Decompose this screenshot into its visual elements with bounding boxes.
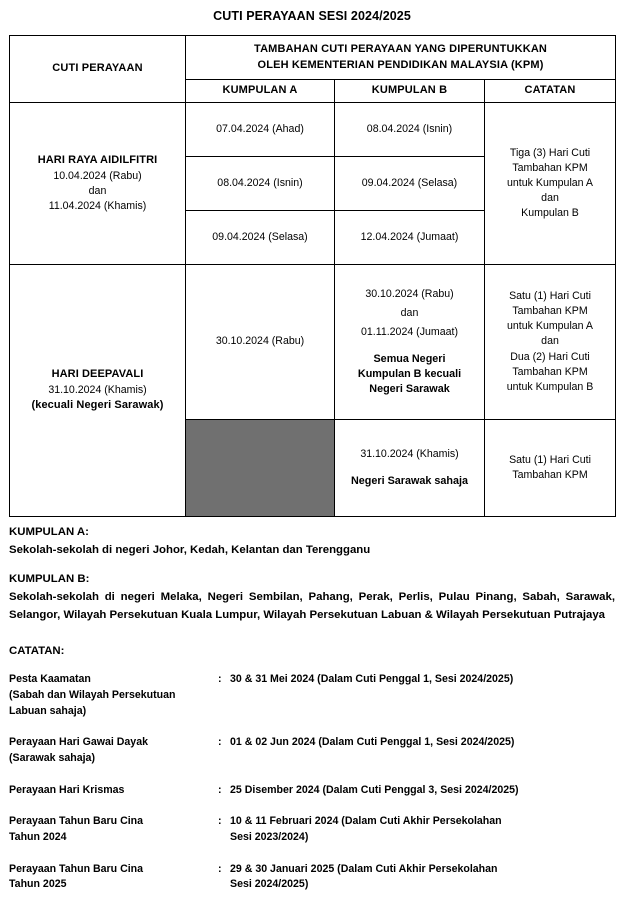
- note-label: [9, 862, 218, 893]
- kumpulan-a-date: 30.10.2024 (Rabu): [186, 265, 335, 420]
- group-a-block: [9, 524, 615, 559]
- kumpulan-b-line1: 31.10.2024 (Khamis): [360, 448, 459, 461]
- kumpulan-b-note-line1: Semua Negeri: [373, 352, 446, 365]
- holiday-table: [9, 35, 616, 517]
- header-kumpulan-b: KUMPULAN B: [335, 80, 485, 103]
- group-b-heading: KUMPULAN B:: [9, 573, 90, 586]
- holiday-name: HARI RAYA AIDILFITRI: [37, 154, 158, 167]
- kumpulan-a-date: 07.04.2024 (Ahad): [186, 103, 335, 157]
- block-gap: [339, 463, 480, 474]
- catatan-line7: untuk Kumpulan B: [506, 380, 594, 393]
- group-b-block: [9, 571, 615, 624]
- note-label-line3: Labuan sahaja): [9, 704, 87, 717]
- catatan-cell-deepavali-2: [485, 420, 616, 517]
- group-definitions: [9, 524, 615, 624]
- note-value: [230, 814, 615, 845]
- header-group-title-line2: OLEH KEMENTERIAN PENDIDIKAN MALAYSIA (KPM): [257, 58, 544, 71]
- holiday-date-line1: 10.04.2024 (Rabu): [53, 169, 142, 182]
- catatan-line3: untuk Kumpulan A: [507, 320, 594, 333]
- catatan-line1: Tiga (3) Hari Cuti: [509, 146, 591, 159]
- holiday-date-line1: 31.10.2024 (Khamis): [48, 383, 147, 396]
- note-item: [9, 814, 615, 845]
- table-header-row-main: [10, 36, 616, 80]
- kumpulan-b-line3: 01.11.2024 (Jumaat): [361, 326, 458, 339]
- note-value-line1: 30 & 31 Mei 2024 (Dalam Cuti Penggal 1, Sesi 2024/2025): [230, 673, 514, 686]
- note-label-line2: Tahun 2024: [9, 831, 67, 844]
- table-row: [10, 103, 616, 157]
- catatan-line2: Tambahan KPM: [512, 161, 588, 174]
- holiday-name: HARI DEEPAVALI: [51, 368, 144, 381]
- table-body: [10, 103, 616, 517]
- kumpulan-b-cell-sarawak: [335, 420, 485, 517]
- note-label-line1: Perayaan Tahun Baru Cina: [9, 862, 144, 875]
- group-a-heading: KUMPULAN A:: [9, 526, 89, 538]
- kumpulan-b-line2: dan: [400, 307, 419, 320]
- block-gap: [339, 341, 480, 352]
- group-b-text: Sekolah-sekolah di negeri Melaka, Negeri Sembilan, Pahang, Perak, Perlis, Pulau Pinang, Sabah, Sarawak, Selangor, Wilayah Persekutuan Kuala Lumpur, Wilayah Persekutuan Labuan & Wilayah Persekutuan Putrajaya: [9, 591, 615, 621]
- catatan-line5: Kumpulan B: [521, 207, 579, 220]
- kumpulan-b-note: Negeri Sarawak sahaja: [350, 474, 469, 487]
- note-value-line2: Sesi 2024/2025): [230, 878, 309, 891]
- note-label-line2: (Sarawak sahaja): [9, 752, 95, 765]
- note-item: [9, 735, 615, 766]
- note-value: [230, 862, 615, 893]
- kumpulan-a-date: 09.04.2024 (Selasa): [186, 211, 335, 265]
- page-title: CUTI PERAYAAN SESI 2024/2025: [213, 9, 411, 23]
- note-label-line1: Perayaan Hari Krismas: [9, 783, 125, 796]
- holiday-cell-aidilfitri: [10, 103, 186, 265]
- holiday-date-line2: dan: [88, 184, 107, 197]
- catatan-line6: Tambahan KPM: [512, 365, 588, 378]
- kumpulan-a-empty-gray-cell: [186, 420, 335, 517]
- note-value-line1: 29 & 30 Januari 2025 (Dalam Cuti Akhir Persekolahan: [230, 862, 498, 875]
- catatan-line2: Tambahan KPM: [512, 469, 588, 481]
- header-group-title-line1: TAMBAHAN CUTI PERAYAAN YANG DIPERUNTUKKAN: [254, 42, 548, 55]
- kumpulan-b-date: 09.04.2024 (Selasa): [335, 157, 485, 211]
- note-item: [9, 783, 615, 799]
- note-value-line1: 10 & 11 Februari 2024 (Dalam Cuti Akhir Persekolahan: [230, 815, 502, 828]
- note-value-line2: Sesi 2023/2024): [230, 831, 309, 844]
- note-value: [230, 672, 615, 688]
- note-label: [9, 783, 218, 799]
- notes-section: [9, 645, 615, 893]
- note-label-line1: Perayaan Hari Gawai Dayak: [9, 736, 148, 749]
- catatan-line3: untuk Kumpulan A: [507, 176, 594, 189]
- note-label: [9, 814, 218, 845]
- note-value-line1: 25 Disember 2024 (Dalam Cuti Penggal 3, Sesi 2024/2025): [230, 783, 519, 796]
- catatan-cell-deepavali-1: [485, 265, 616, 420]
- kumpulan-b-note-line3: Negeri Sarawak: [369, 382, 450, 395]
- holiday-table-container: [9, 35, 615, 517]
- note-separator: :: [218, 815, 222, 828]
- table-row: [10, 265, 616, 420]
- note-value-line1: 01 & 02 Jun 2024 (Dalam Cuti Penggal 1, Sesi 2024/2025): [230, 736, 515, 749]
- note-item: [9, 862, 615, 893]
- kumpulan-b-date: 08.04.2024 (Isnin): [335, 103, 485, 157]
- kumpulan-b-date: 12.04.2024 (Jumaat): [335, 211, 485, 265]
- catatan-line5: Dua (2) Hari Cuti: [510, 350, 590, 363]
- holiday-date-line3: 11.04.2024 (Khamis): [48, 199, 147, 212]
- catatan-line4: dan: [541, 192, 559, 205]
- notes-heading: CATATAN:: [9, 645, 65, 658]
- catatan-line4: dan: [541, 335, 559, 348]
- holiday-date-line2: (kecuali Negeri Sarawak): [31, 399, 164, 412]
- catatan-line1: Satu (1) Hari Cuti: [509, 290, 591, 303]
- note-separator: :: [218, 673, 222, 686]
- note-label-line2: Tahun 2025: [9, 878, 67, 891]
- kumpulan-b-cell-deepavali: [335, 265, 485, 420]
- note-label-line2: (Sabah dan Wilayah Persekutuan: [9, 689, 176, 702]
- header-group-title: [186, 36, 616, 80]
- note-value: [230, 735, 615, 751]
- line-gap: [339, 321, 480, 325]
- note-value: [230, 783, 615, 799]
- note-separator: :: [218, 783, 222, 796]
- note-item: [9, 672, 615, 719]
- note-separator: :: [218, 736, 222, 749]
- holiday-cell-deepavali: [10, 265, 186, 517]
- header-catatan: CATATAN: [485, 80, 616, 103]
- note-label: [9, 735, 218, 766]
- header-kumpulan-a: KUMPULAN A: [186, 80, 335, 103]
- kumpulan-b-note-line2: Kumpulan B kecuali: [357, 367, 462, 380]
- note-separator: :: [218, 862, 222, 875]
- table-header: [10, 36, 616, 103]
- catatan-cell-aidilfitri: [485, 103, 616, 265]
- note-label: [9, 672, 218, 719]
- kumpulan-b-line1: 30.10.2024 (Rabu): [365, 288, 454, 301]
- catatan-line1: Satu (1) Hari Cuti: [509, 453, 591, 466]
- note-label-line1: Pesta Kaamatan: [9, 673, 91, 686]
- header-cuti-perayaan: CUTI PERAYAAN: [10, 36, 186, 103]
- line-gap: [339, 302, 480, 306]
- group-a-text: Sekolah-sekolah di negeri Johor, Kedah, Kelantan dan Terengganu: [9, 543, 371, 556]
- note-label-line1: Perayaan Tahun Baru Cina: [9, 815, 144, 828]
- catatan-line2: Tambahan KPM: [512, 305, 588, 318]
- kumpulan-a-date: 08.04.2024 (Isnin): [186, 157, 335, 211]
